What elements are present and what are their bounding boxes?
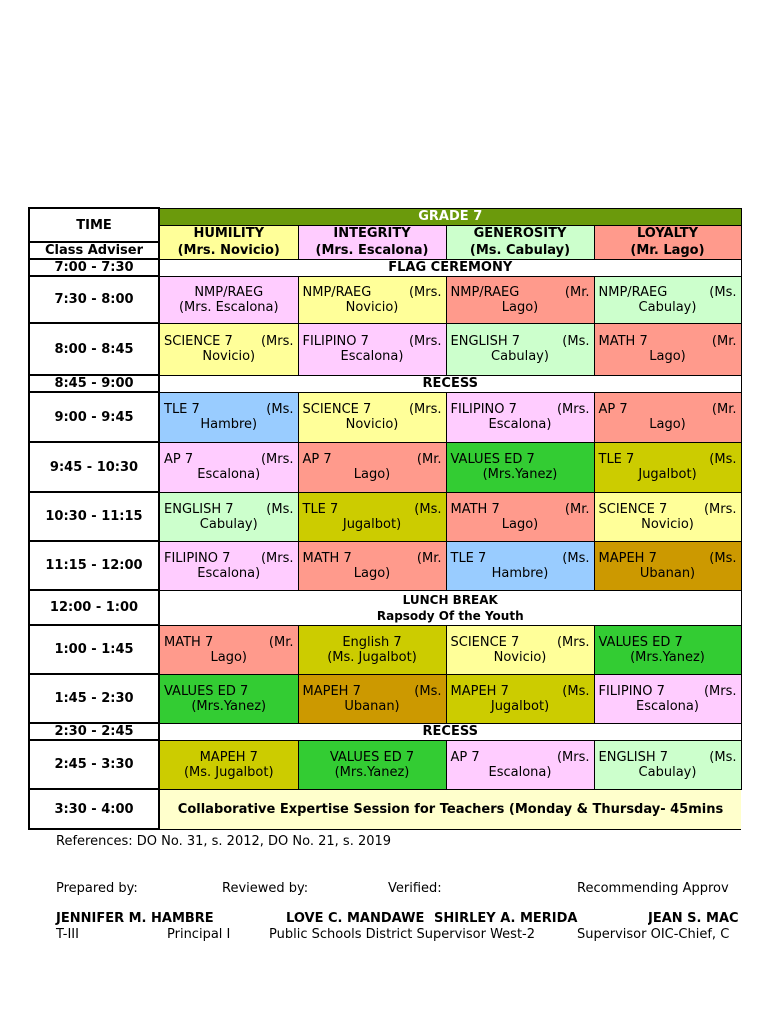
recess: RECESS bbox=[159, 375, 741, 392]
teacher-prefix: (Mrs. bbox=[408, 402, 442, 417]
subject: AP 7 bbox=[164, 452, 194, 467]
class-cell bbox=[298, 541, 446, 590]
teacher: Lago) bbox=[210, 649, 247, 665]
teacher: Ubanan) bbox=[639, 565, 696, 581]
signatory-name: LOVE C. MANDAWE bbox=[286, 911, 425, 926]
section-integrity: INTEGRITY bbox=[298, 225, 446, 242]
teacher: Hambre) bbox=[200, 417, 258, 432]
teacher-prefix: (Ms. bbox=[562, 683, 590, 699]
teacher: Lago) bbox=[649, 349, 686, 364]
teacher: Escalona) bbox=[636, 698, 699, 714]
time-slot: 1:00 - 1:45 bbox=[29, 625, 159, 674]
time-header: TIME bbox=[29, 208, 159, 242]
prepared-by-label: Prepared by: bbox=[56, 881, 138, 896]
teacher-prefix: (Mr. bbox=[268, 634, 294, 650]
subject: NMP/RAEG bbox=[194, 284, 264, 300]
teacher: (Mrs.Yanez) bbox=[334, 764, 410, 780]
class-cell bbox=[159, 625, 298, 674]
recommending-label: Recommending Approv bbox=[577, 881, 729, 896]
class-cell bbox=[446, 392, 594, 442]
teacher-prefix: (Mrs. bbox=[260, 452, 294, 467]
section-loyalty: LOYALTY bbox=[594, 225, 741, 242]
class-cell bbox=[594, 674, 741, 723]
adviser-loyalty: (Mr. Lago) bbox=[594, 242, 741, 259]
teacher: Ubanan) bbox=[344, 698, 400, 714]
teacher-prefix: (Ms. bbox=[709, 452, 737, 467]
subject: VALUES ED 7 bbox=[450, 452, 535, 467]
subject: MATH 7 bbox=[450, 501, 500, 517]
subject: FILIPINO 7 bbox=[450, 402, 517, 417]
teacher-prefix: (Mrs. bbox=[703, 501, 737, 517]
class-cell bbox=[446, 323, 594, 375]
signatory-name: JEAN S. MAC bbox=[648, 911, 739, 926]
class-cell bbox=[594, 740, 741, 789]
class-adviser-label: Class Adviser bbox=[29, 242, 159, 259]
teacher-prefix: (Mrs. bbox=[260, 550, 294, 566]
class-cell bbox=[446, 625, 594, 674]
class-cell bbox=[298, 323, 446, 375]
class-cell bbox=[159, 541, 298, 590]
teacher-prefix: (Ms. bbox=[266, 402, 294, 417]
class-cell bbox=[446, 541, 594, 590]
subject: MAPEH 7 bbox=[199, 749, 258, 765]
class-schedule-table bbox=[28, 207, 742, 830]
time-slot: 1:45 - 2:30 bbox=[29, 674, 159, 723]
class-cell bbox=[159, 276, 298, 323]
subject: TLE 7 bbox=[164, 402, 200, 417]
teacher-prefix: (Mrs. bbox=[556, 749, 590, 765]
subject: FILIPINO 7 bbox=[598, 683, 665, 699]
time-slot: 7:30 - 8:00 bbox=[29, 276, 159, 323]
teacher: Lago) bbox=[649, 417, 686, 432]
teacher: Lago) bbox=[353, 565, 391, 581]
class-cell bbox=[159, 442, 298, 492]
teacher-prefix: (Ms. bbox=[709, 284, 737, 300]
adviser-generosity: (Ms. Cabulay) bbox=[446, 242, 594, 259]
subject: SCIENCE 7 bbox=[164, 334, 233, 349]
class-cell bbox=[446, 442, 594, 492]
class-cell bbox=[594, 625, 741, 674]
teacher: Hambre) bbox=[491, 565, 549, 581]
subject: SCIENCE 7 bbox=[450, 634, 520, 650]
subject: SCIENCE 7 bbox=[302, 402, 372, 417]
teacher: Cabulay) bbox=[199, 516, 258, 532]
teacher: Novicio) bbox=[641, 516, 694, 532]
signatory-name: SHIRLEY A. MERIDA bbox=[434, 911, 578, 926]
teacher-prefix: (Mr. bbox=[711, 334, 737, 349]
teacher: Jugalbot) bbox=[342, 516, 402, 532]
teacher-prefix: (Mrs. bbox=[556, 402, 590, 417]
teacher: Lago) bbox=[501, 516, 539, 532]
teacher: (Ms. Jugalbot) bbox=[327, 649, 417, 665]
subject: TLE 7 bbox=[302, 501, 339, 517]
time-slot: 7:00 - 7:30 bbox=[29, 259, 159, 276]
teacher: Escalona) bbox=[488, 764, 552, 780]
class-cell bbox=[298, 276, 446, 323]
reviewed-by-label: Reviewed by: bbox=[222, 881, 309, 896]
teacher: (Mrs.Yanez) bbox=[191, 698, 267, 714]
class-cell bbox=[159, 492, 298, 541]
time-slot: 12:00 - 1:00 bbox=[29, 590, 159, 625]
class-cell bbox=[594, 392, 741, 442]
teacher-prefix: (Mrs. bbox=[408, 284, 442, 300]
teacher: Escalona) bbox=[488, 417, 552, 432]
subject: NMP/RAEG bbox=[450, 284, 520, 300]
class-cell bbox=[446, 276, 594, 323]
teacher-prefix: (Ms. bbox=[414, 683, 442, 699]
class-cell bbox=[594, 323, 741, 375]
teacher-prefix: (Ms. bbox=[709, 749, 737, 765]
subject: MAPEH 7 bbox=[598, 550, 657, 566]
flag-ceremony: FLAG CEREMONY bbox=[159, 259, 741, 276]
class-cell bbox=[298, 625, 446, 674]
teacher: Jugalbot) bbox=[490, 698, 550, 714]
lunch-break bbox=[159, 590, 741, 625]
teacher-prefix: (Mr. bbox=[564, 284, 590, 300]
teacher-prefix: (Ms. bbox=[709, 550, 737, 566]
references: References: DO No. 31, s. 2012, DO No. 21, s. 2019 bbox=[56, 834, 392, 849]
teacher-prefix: (Mrs. bbox=[408, 334, 442, 349]
signatory-title: T-III bbox=[56, 927, 79, 942]
class-cell bbox=[298, 442, 446, 492]
class-cell bbox=[298, 492, 446, 541]
teacher-prefix: (Mrs. bbox=[703, 683, 737, 699]
teacher: (Mrs.Yanez) bbox=[482, 467, 558, 482]
teacher: (Ms. Jugalbot) bbox=[183, 764, 274, 780]
class-cell bbox=[594, 442, 741, 492]
subject: AP 7 bbox=[450, 749, 480, 765]
teacher-prefix: (Mr. bbox=[416, 550, 442, 566]
teacher: Lago) bbox=[353, 467, 391, 482]
adviser-humility: (Mrs. Novicio) bbox=[159, 242, 298, 259]
class-cell bbox=[446, 674, 594, 723]
class-cell bbox=[298, 674, 446, 723]
verified-label: Verified: bbox=[388, 881, 442, 896]
subject: AP 7 bbox=[302, 452, 332, 467]
teacher: Cabulay) bbox=[638, 764, 697, 780]
subject: ENGLISH 7 bbox=[164, 501, 234, 517]
subject: MATH 7 bbox=[302, 550, 352, 566]
teacher: Escalona) bbox=[340, 349, 404, 364]
teacher: Novicio) bbox=[345, 417, 399, 432]
teacher-prefix: (Mr. bbox=[564, 501, 590, 517]
lunch-break-label: LUNCH BREAK bbox=[402, 592, 498, 607]
subject: MATH 7 bbox=[164, 634, 214, 650]
subject: English 7 bbox=[342, 634, 402, 650]
time-slot: 9:00 - 9:45 bbox=[29, 392, 159, 442]
teacher: (Mrs.Yanez) bbox=[630, 649, 705, 665]
adviser-integrity: (Mrs. Escalona) bbox=[298, 242, 446, 259]
section-generosity: GENEROSITY bbox=[446, 225, 594, 242]
teacher-prefix: (Mrs. bbox=[556, 634, 590, 650]
time-slot: 9:45 - 10:30 bbox=[29, 442, 159, 492]
teacher: Novicio) bbox=[493, 649, 547, 665]
collaborative-session: Collaborative Expertise Session for Teachers (Monday & Thursday- 45mins bbox=[159, 789, 741, 829]
subject: TLE 7 bbox=[450, 550, 487, 566]
subject: MATH 7 bbox=[598, 334, 648, 349]
signatory-title: Supervisor OIC-Chief, C bbox=[577, 927, 730, 942]
subject: SCIENCE 7 bbox=[598, 501, 668, 517]
subject: MAPEH 7 bbox=[450, 683, 509, 699]
teacher-prefix: (Mr. bbox=[711, 402, 737, 417]
teacher: Novicio) bbox=[345, 299, 399, 315]
subject: NMP/RAEG bbox=[598, 284, 668, 300]
subject: ENGLISH 7 bbox=[450, 334, 521, 349]
signatory-title: Principal I bbox=[167, 927, 231, 942]
time-slot: 8:00 - 8:45 bbox=[29, 323, 159, 375]
teacher: Cabulay) bbox=[638, 299, 697, 315]
subject: FILIPINO 7 bbox=[164, 550, 231, 566]
teacher-prefix: (Ms. bbox=[562, 334, 590, 349]
subject: AP 7 bbox=[598, 402, 628, 417]
class-cell bbox=[446, 740, 594, 789]
class-cell bbox=[159, 674, 298, 723]
subject: ENGLISH 7 bbox=[598, 749, 669, 765]
subject: FILIPINO 7 bbox=[302, 334, 369, 349]
teacher: Escalona) bbox=[197, 565, 261, 581]
teacher: Cabulay) bbox=[491, 349, 549, 364]
class-cell bbox=[298, 392, 446, 442]
class-cell bbox=[298, 740, 446, 789]
class-cell bbox=[594, 541, 741, 590]
signatory-title: Public Schools District Supervisor West-2 bbox=[269, 927, 536, 942]
teacher-prefix: (Ms. bbox=[562, 550, 590, 566]
subject: NMP/RAEG bbox=[302, 284, 372, 300]
time-slot: 11:15 - 12:00 bbox=[29, 541, 159, 590]
teacher-prefix: (Ms. bbox=[266, 501, 294, 517]
class-cell bbox=[594, 276, 741, 323]
class-cell bbox=[446, 492, 594, 541]
teacher: Jugalbot) bbox=[638, 467, 697, 482]
teacher-prefix: (Mrs. bbox=[260, 334, 294, 349]
subject: VALUES ED 7 bbox=[598, 634, 683, 650]
grade-header: GRADE 7 bbox=[159, 208, 741, 225]
class-cell bbox=[159, 740, 298, 789]
signatory-name: JENNIFER M. HAMBRE bbox=[56, 911, 214, 926]
subject: MAPEH 7 bbox=[302, 683, 361, 699]
lunch-activity: Rapsody Of the Youth bbox=[376, 608, 524, 623]
subject: TLE 7 bbox=[598, 452, 635, 467]
subject: VALUES ED 7 bbox=[164, 683, 249, 699]
teacher-prefix: (Mr. bbox=[416, 452, 442, 467]
section-humility: HUMILITY bbox=[159, 225, 298, 242]
teacher: Novicio) bbox=[202, 349, 256, 364]
time-slot: 2:30 - 2:45 bbox=[29, 723, 159, 740]
teacher: Lago) bbox=[501, 299, 539, 315]
class-cell bbox=[594, 492, 741, 541]
time-slot: 10:30 - 11:15 bbox=[29, 492, 159, 541]
subject: VALUES ED 7 bbox=[329, 749, 415, 765]
time-slot: 8:45 - 9:00 bbox=[29, 375, 159, 392]
time-slot: 2:45 - 3:30 bbox=[29, 740, 159, 789]
recess: RECESS bbox=[159, 723, 741, 740]
teacher: Escalona) bbox=[197, 467, 261, 482]
time-slot: 3:30 - 4:00 bbox=[29, 789, 159, 829]
teacher-prefix: (Ms. bbox=[414, 501, 442, 517]
class-cell bbox=[159, 392, 298, 442]
teacher: (Mrs. Escalona) bbox=[178, 299, 279, 315]
class-cell bbox=[159, 323, 298, 375]
